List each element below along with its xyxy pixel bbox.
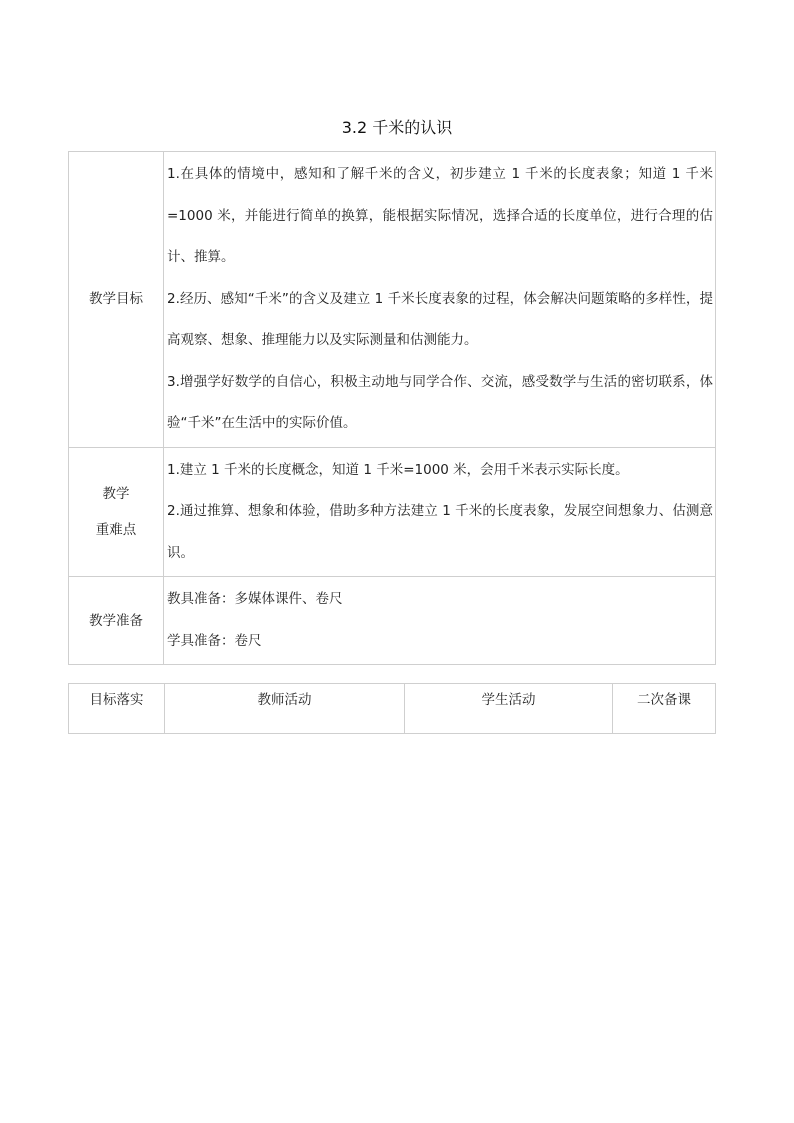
header-teacher-activity: 教师活动 [165, 684, 405, 734]
goals-row [69, 152, 716, 448]
key-points-row [69, 447, 716, 577]
preparation-row [69, 577, 716, 665]
goal-item-2: 2.经历、感知“千米”的含义及建立 1 千米长度表象的过程，体会解决问题策略的多样性，提高观察、想象、推理能力以及实际测量和估测能力。 [167, 290, 713, 348]
activity-header-row [69, 684, 716, 734]
key-point-item-1: 1.建立 1 千米的长度概念，知道 1 千米=1000 米，会用千米表示实际长度。 [167, 461, 629, 478]
page-title: 3.2 千米的认识 [341, 118, 453, 137]
student-materials: 学具准备：卷尺 [167, 632, 262, 649]
teacher-materials: 教具准备：多媒体课件、卷尺 [167, 591, 343, 607]
header-goal-implementation: 目标落实 [69, 684, 165, 734]
goal-item-1: 1.在具体的情境中，感知和了解千米的含义，初步建立 1 千米的长度表象；知道 1 千米=1000 米，并能进行简单的换算，能根据实际情况，选择合适的长度单位，进行合理的估计、推算。 [167, 166, 713, 265]
goals-content [164, 152, 716, 448]
key-point-item-2: 2.通过推算、想象和体验，借助多种方法建立 1 千米的长度表象，发展空间想象力、估测意识。 [167, 503, 713, 561]
key-points-content [164, 447, 716, 577]
header-second-prep: 二次备课 [613, 684, 716, 734]
preparation-label: 教学准备 [69, 577, 164, 665]
goals-label: 教学目标 [69, 152, 164, 448]
key-points-label [69, 447, 164, 577]
goal-item-3: 3.增强学好数学的自信心，积极主动地与同学合作、交流，感受数学与生活的密切联系，体验“千米”在生活中的实际价值。 [167, 373, 713, 431]
activity-table [68, 683, 716, 734]
preparation-content [164, 577, 716, 665]
lesson-plan-table [68, 151, 716, 665]
key-points-label-line1: 教学 [102, 485, 130, 502]
key-points-label-line2: 重难点 [95, 521, 137, 538]
header-student-activity: 学生活动 [405, 684, 613, 734]
